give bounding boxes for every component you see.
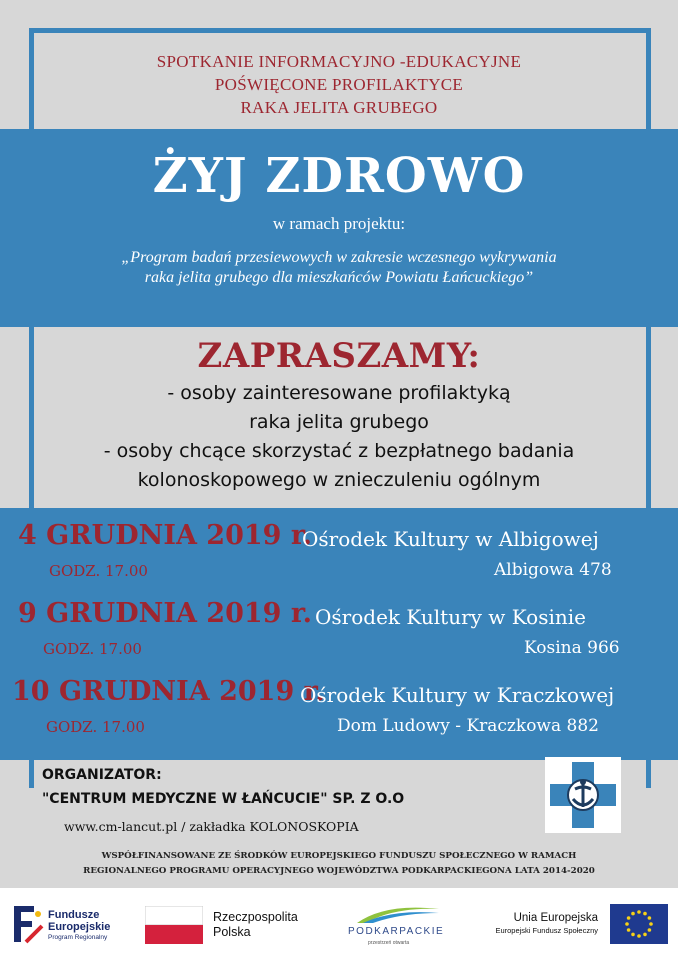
fundusze-europejskie-logo <box>48 909 110 943</box>
event-address: Kosina 966 <box>524 638 620 658</box>
organizer-website[interactable]: www.cm-lancut.pl / zakładka KOLONOSKOPIA <box>64 819 359 834</box>
header-line-2: POŚWIĘCONE PROFILAKTYCE <box>214 75 464 94</box>
banner-subtitle: w ramach projektu: <box>272 214 406 233</box>
rp-line-1: Rzeczpospolita <box>213 910 298 924</box>
organizer-block <box>42 766 404 809</box>
event-time: GODZ. 17.00 <box>46 718 145 736</box>
podkarpackie-logo: PODKARPACKIE <box>348 926 445 937</box>
unia-europejska-logo <box>478 911 598 937</box>
organizer-label: ORGANIZATOR: <box>42 767 162 783</box>
invitation-line-3: - osoby chcące skorzystać z bezpłatnego badania <box>103 440 575 462</box>
event-header <box>0 50 678 119</box>
organizer-name: "CENTRUM MEDYCZNE W ŁAŃCUCIE" SP. Z O.O <box>42 791 405 807</box>
fe-line-1: Fundusze <box>48 909 100 921</box>
invitation-title: ZAPRASZAMY: <box>197 336 481 376</box>
podkarpackie-swoosh-icon <box>355 903 441 925</box>
poster-title: ŻYJ ZDROWO <box>152 148 526 204</box>
ue-line-2: Europejski Fundusz Społeczny <box>495 926 598 935</box>
rzeczpospolita-logo <box>213 910 298 940</box>
header-line-3: RAKA JELITA GRUBEGO <box>240 98 438 117</box>
polish-flag-icon <box>145 906 203 944</box>
fe-line-3: Program Regionalny <box>48 934 108 941</box>
event-date: 4 GRUDNIA 2019 r. <box>18 520 312 551</box>
project-line-1: „Program badań przesiewowych w zakresie wczesnego wykrywania <box>121 249 557 266</box>
medical-cross-icon <box>545 757 621 833</box>
event-address: Dom Ludowy - Kraczkowa 882 <box>337 716 599 736</box>
event-time: GODZ. 17.00 <box>49 562 148 580</box>
event-date: 9 GRUDNIA 2019 r. <box>18 598 312 629</box>
project-line-2: raka jelita grubego dla mieszkańców Powiatu Łańcuckiego” <box>144 269 534 286</box>
event-time: GODZ. 17.00 <box>43 640 142 658</box>
invitation-line-2: raka jelita grubego <box>249 411 429 433</box>
cofinancing-line-2: REGIONALNEGO PROGRAMU OPERACYJNEGO WOJEWÓDZTWA PODKARPACKIEGONA LATA 2014-2020 <box>83 866 595 876</box>
header-line-1: SPOTKANIE INFORMACYJNO -EDUKACYJNE <box>156 52 522 71</box>
event-place: Ośrodek Kultury w Kosinie <box>315 605 586 629</box>
event-date: 10 GRUDNIA 2019 r. <box>12 676 325 707</box>
cofinancing-note <box>0 849 678 879</box>
eu-flag-icon <box>610 904 668 944</box>
ue-line-1: Unia Europejska <box>513 912 598 924</box>
invitation-section <box>0 333 678 495</box>
title-banner <box>0 129 678 327</box>
podkarpackie-tagline: przestrzeń otwarta <box>368 940 410 946</box>
fe-line-2: Europejskie <box>48 921 111 933</box>
invitation-line-1: - osoby zainteresowane profilaktyką <box>167 382 511 404</box>
event-place: Ośrodek Kultury w Kraczkowej <box>300 683 615 707</box>
fundusze-europejskie-icon <box>12 904 44 944</box>
medical-center-logo <box>545 757 621 833</box>
invitation-line-4: kolonoskopowego w znieczuleniu ogólnym <box>137 469 541 491</box>
event-address: Albigowa 478 <box>494 560 612 580</box>
rp-line-2: Polska <box>213 925 251 939</box>
project-name <box>0 248 678 288</box>
cofinancing-line-1: WSPÓŁFINANSOWANE ZE ŚRODKÓW EUROPEJSKIEGO FUNDUSZU SPOŁECZNEGO W RAMACH <box>101 851 577 861</box>
event-place: Ośrodek Kultury w Albigowej <box>302 527 599 551</box>
